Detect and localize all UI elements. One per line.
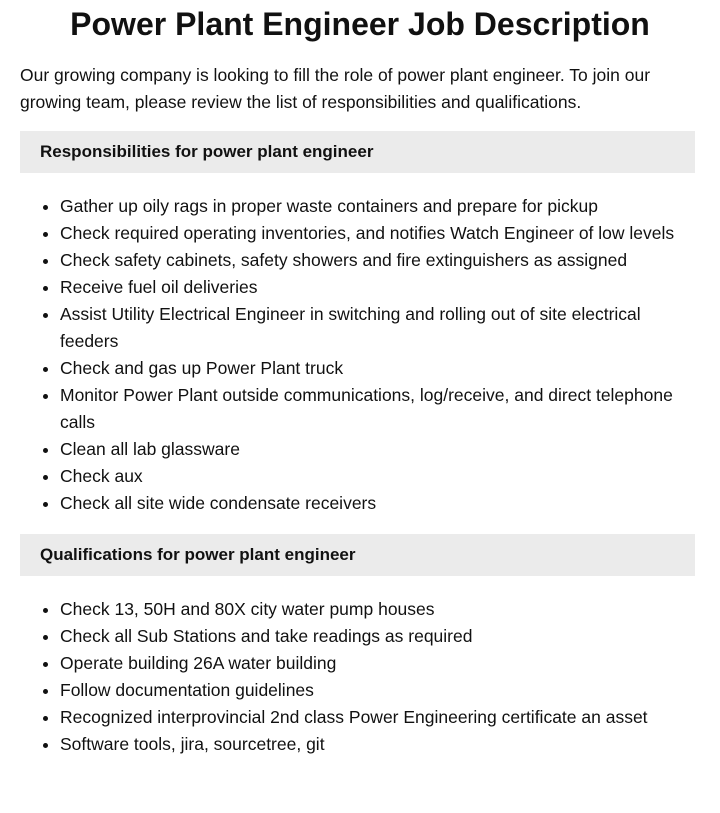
list-item: • Check all site wide condensate receivers <box>60 490 700 517</box>
responsibilities-list <box>20 193 700 517</box>
list-item: • Gather up oily rags in proper waste containers and prepare for pickup <box>60 193 700 220</box>
list-item: • Clean all lab glassware <box>60 436 700 463</box>
list-item: • Recognized interprovincial 2nd class Power Engineering certificate an asset <box>60 704 700 731</box>
list-item: • Check 13, 50H and 80X city water pump houses <box>60 596 700 623</box>
list-item: • Check and gas up Power Plant truck <box>60 355 700 382</box>
list-item: • Assist Utility Electrical Engineer in switching and rolling out of site electrical feeders <box>60 301 700 355</box>
list-item: • Receive fuel oil deliveries <box>60 274 700 301</box>
list-item: • Check aux <box>60 463 700 490</box>
list-item: • Monitor Power Plant outside communications, log/receive, and direct telephone calls <box>60 382 700 436</box>
list-item: • Follow documentation guidelines <box>60 677 700 704</box>
list-item: • Operate building 26A water building <box>60 650 700 677</box>
list-item: • Check all Sub Stations and take readings as required <box>60 623 700 650</box>
qualifications-list <box>20 596 700 758</box>
page-title: Power Plant Engineer Job Description <box>70 6 650 42</box>
intro-paragraph: Our growing company is looking to fill the role of power plant engineer. To join our growing team, please review the list of responsibilities and qualifications. <box>20 65 651 112</box>
qualifications-heading: Qualifications for power plant engineer <box>20 534 695 576</box>
list-item: • Check required operating inventories, and notifies Watch Engineer of low levels <box>60 220 700 247</box>
responsibilities-heading: Responsibilities for power plant engineer <box>20 131 695 173</box>
list-item: • Check safety cabinets, safety showers and fire extinguishers as assigned <box>60 247 700 274</box>
list-item: • Software tools, jira, sourcetree, git <box>60 731 700 758</box>
